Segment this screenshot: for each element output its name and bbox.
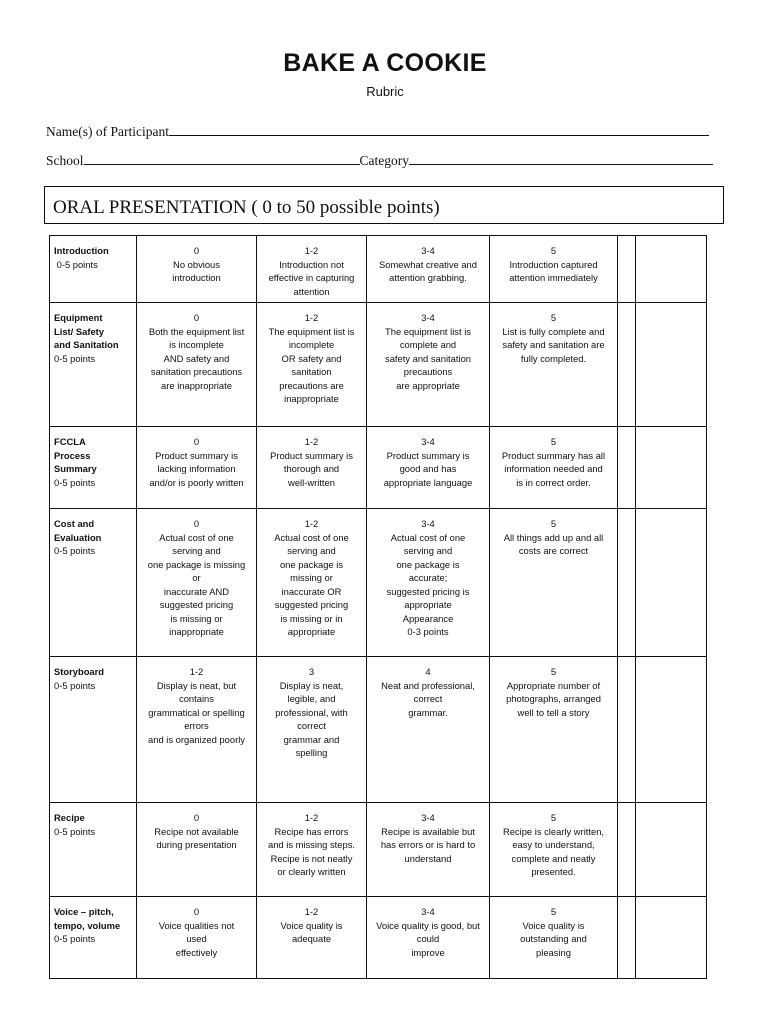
score-description: All things add up and all costs are correct [503, 531, 604, 556]
participant-line [46, 123, 709, 140]
criterion-cell [50, 427, 137, 509]
criterion-points: 0-5 points [54, 258, 98, 270]
score-points: 5 [550, 812, 557, 823]
score-points: 1-2 [304, 436, 319, 447]
score-points: 5 [550, 245, 557, 256]
score-description: Both the equipment list is incomplete AND safety and sanitation precautions are inappropriate [148, 325, 245, 391]
score-points: 3-4 [421, 436, 435, 447]
score-cell [490, 897, 618, 979]
rubric-row [50, 897, 707, 979]
rubric-row [50, 509, 707, 657]
score-entry-cell[interactable] [636, 303, 707, 427]
score-description: List is fully complete and safety and sanitation are fully completed. [502, 325, 605, 364]
criterion-points: 0-5 points [54, 679, 96, 691]
score-cell [257, 427, 367, 509]
score-cell [367, 803, 490, 897]
score-description: The equipment list is incomplete OR safety and sanitation precautions are inappropriate [268, 325, 355, 404]
score-points: 0 [193, 312, 200, 323]
score-cell [137, 509, 257, 657]
score-points: 5 [550, 666, 557, 677]
check-cell[interactable] [618, 303, 636, 427]
score-description: Actual cost of one serving and one package is missing or inaccurate OR suggested pricing is missing or in appropriate [274, 531, 349, 637]
check-cell[interactable] [618, 803, 636, 897]
score-entry-cell[interactable] [636, 509, 707, 657]
score-points: 1-2 [304, 312, 319, 323]
criterion-cell [50, 236, 137, 303]
criterion-name: Voice – pitch, tempo, volume [54, 906, 121, 931]
school-label: School [46, 153, 84, 168]
score-points: 5 [550, 436, 557, 447]
score-description: The equipment list is complete and safety and sanitation precautions are appropriate [385, 325, 471, 391]
rubric-row [50, 803, 707, 897]
criterion-name: Cost and Evaluation [54, 518, 102, 543]
score-points: 1-2 [304, 518, 319, 529]
page-subtitle: Rubric [366, 84, 404, 99]
check-cell[interactable] [618, 509, 636, 657]
score-points: 3-4 [421, 812, 435, 823]
score-cell [367, 236, 490, 303]
score-points: 3-4 [421, 906, 435, 917]
score-description: No obvious introduction [172, 258, 221, 283]
criterion-cell [50, 803, 137, 897]
rubric-table [49, 235, 707, 979]
check-cell[interactable] [618, 897, 636, 979]
score-points: 0 [193, 518, 200, 529]
score-description: Introduction not effective in capturing attention [268, 258, 355, 297]
score-cell [257, 236, 367, 303]
score-description: Actual cost of one serving and one package is accurate; suggested pricing is appropriate Appearance 0-3 points [386, 531, 470, 637]
criterion-points: 0-5 points [54, 545, 96, 556]
score-cell [137, 303, 257, 427]
score-cell [367, 509, 490, 657]
criterion-name: Storyboard [54, 666, 105, 677]
criterion-cell [50, 897, 137, 979]
rubric-row [50, 657, 707, 803]
score-description: Introduction captured attention immediately [509, 258, 598, 283]
school-blank[interactable] [84, 152, 360, 165]
score-description: Product summary is thorough and well-written [270, 449, 353, 488]
score-cell [490, 803, 618, 897]
score-description: Voice quality is adequate [280, 919, 343, 944]
score-cell [367, 657, 490, 803]
score-points: 0 [193, 245, 200, 256]
score-description: Voice quality is outstanding and pleasing [520, 919, 587, 958]
score-points: 1-2 [304, 906, 319, 917]
score-points: 0 [193, 812, 200, 823]
criterion-points: 0-5 points [54, 476, 96, 488]
criterion-points: 0-5 points [54, 825, 96, 837]
score-cell [137, 897, 257, 979]
score-description: Product summary has all information needed and is in correct order. [501, 449, 606, 488]
criterion-cell [50, 657, 137, 803]
criterion-name: FCCLA Process Summary [54, 436, 97, 474]
criterion-name: Introduction [54, 245, 109, 256]
score-entry-cell[interactable] [636, 236, 707, 303]
score-points: 5 [550, 312, 557, 323]
participant-blank[interactable] [169, 123, 709, 136]
score-cell [257, 803, 367, 897]
score-cell [257, 657, 367, 803]
score-description: Somewhat creative and attention grabbing. [379, 258, 477, 283]
score-cell [137, 803, 257, 897]
criterion-name: Equipment List/ Safety and Sanitation [54, 312, 119, 350]
score-description: Voice quality is good, but could improve [376, 919, 480, 958]
score-description: Actual cost of one serving and one package is missing or inaccurate AND suggested pricing is missing or inappropriate [147, 531, 246, 637]
criterion-cell [50, 303, 137, 427]
score-description: Neat and professional, correct grammar. [381, 679, 475, 718]
score-points: 5 [550, 906, 557, 917]
score-cell [367, 427, 490, 509]
score-cell [257, 303, 367, 427]
criterion-cell [50, 509, 137, 657]
score-cell [137, 657, 257, 803]
check-cell[interactable] [618, 236, 636, 303]
score-entry-cell[interactable] [636, 897, 707, 979]
check-cell[interactable] [618, 657, 636, 803]
section-heading: ORAL PRESENTATION ( 0 to 50 possible points) [44, 186, 724, 224]
participant-label: Name(s) of Participant [46, 124, 169, 139]
score-entry-cell[interactable] [636, 657, 707, 803]
score-description: Display is neat, but contains grammatical or spelling errors and is organized poorly [148, 679, 245, 745]
score-cell [490, 509, 618, 657]
score-cell [490, 236, 618, 303]
score-points: 3-4 [421, 518, 435, 529]
criterion-name: Recipe [54, 812, 85, 823]
score-description: Display is neat, legible, and professional, with correct grammar and spelling [275, 679, 348, 758]
score-description: Appropriate number of photographs, arranged well to tell a story [506, 679, 601, 718]
score-cell [257, 897, 367, 979]
score-cell [490, 303, 618, 427]
criterion-points: 0-5 points [54, 933, 96, 944]
score-points: 1-2 [304, 245, 319, 256]
school-category-line [46, 152, 713, 169]
score-points: 3-4 [421, 312, 435, 323]
category-blank[interactable] [409, 152, 713, 165]
check-cell[interactable] [618, 427, 636, 509]
score-cell [490, 427, 618, 509]
score-cell [367, 897, 490, 979]
rubric-row [50, 236, 707, 303]
score-cell [137, 427, 257, 509]
score-entry-cell[interactable] [636, 427, 707, 509]
score-cell [490, 657, 618, 803]
score-entry-cell[interactable] [636, 803, 707, 897]
rubric-row [50, 427, 707, 509]
score-points: 1-2 [189, 666, 204, 677]
page-title: BAKE A COOKIE [283, 49, 487, 77]
category-label: Category [359, 153, 410, 168]
score-points: 0 [193, 906, 200, 917]
score-points: 0 [193, 436, 200, 447]
score-points: 3-4 [421, 245, 435, 256]
score-points: 3 [308, 666, 315, 677]
score-points: 4 [425, 666, 431, 677]
score-description: Recipe is available but has errors or is hard to understand [380, 825, 476, 864]
score-points: 1-2 [304, 812, 319, 823]
score-cell [367, 303, 490, 427]
score-description: Recipe is clearly written, easy to understand, complete and neatly presented. [502, 825, 605, 877]
score-description: Recipe not available during presentation [154, 825, 239, 850]
criterion-points: 0-5 points [54, 352, 96, 364]
score-description: Voice qualities not used effectively [158, 919, 235, 958]
score-cell [257, 509, 367, 657]
rubric-row [50, 303, 707, 427]
score-cell [137, 236, 257, 303]
score-description: Product summary is lacking information and/or is poorly written [149, 449, 244, 488]
score-points: 5 [550, 518, 557, 529]
score-description: Product summary is good and has appropriate language [383, 449, 473, 488]
score-description: Recipe has errors and is missing steps. Recipe is not neatly or clearly written [267, 825, 356, 877]
